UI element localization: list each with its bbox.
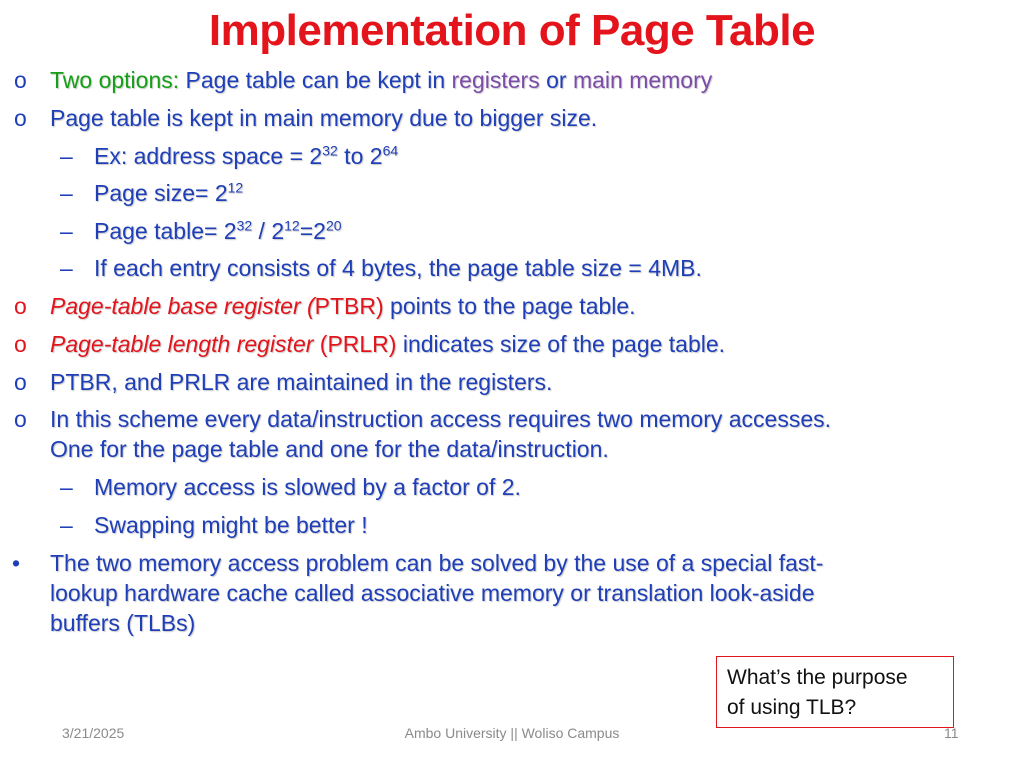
bullet-main-memory: Page table is kept in main memory due to bigger size. [50,105,598,131]
dash-marker: – [60,512,73,538]
ptbr-term: Page-table base register ( [50,293,315,319]
page-table-text: Page table= 2 [94,218,237,244]
prlr-abbr: (PRLR) [319,331,397,357]
page-size-text: Page size= 2 [94,180,228,206]
bullet-marker: o [14,406,27,432]
two-options-text: Page table can be kept in [185,67,446,93]
exp-12: 12 [284,217,300,234]
bullet-marker: o [14,331,27,357]
bullet-ptbr [50,291,636,321]
address-space-text: Ex: address space = 2 [94,143,323,169]
bullet-tlb-l1: The two memory access problem can be solved by the use of a special fast- [50,550,824,576]
registers-term: registers [451,67,540,93]
slide-title: Implementation of Page Table [208,6,816,55]
bullet-tlb-l3: buffers (TLBs) [50,610,196,636]
sub-page-table [94,216,342,246]
or-word: or [546,67,567,93]
footer-date: 3/21/2025 [62,725,125,741]
exp-32: 32 [236,217,253,234]
exp-64: 64 [382,142,399,159]
question-callout [716,656,954,728]
callout-line-2: of using TLB? [727,696,857,719]
exp-12: 12 [227,179,244,196]
bullet-registers: PTBR, and PRLR are maintained in the registers. [50,369,553,395]
dash-marker: – [60,143,73,169]
bullet-marker: o [14,105,27,131]
sub-slowed: Memory access is slowed by a factor of 2. [94,474,521,500]
sub-page-size [94,178,243,208]
footer-page-number: 11 [944,725,959,741]
prlr-rest: indicates size of the page table. [402,331,726,357]
callout-line-1: What’s the purpose [727,666,908,689]
bullet-prlr [50,329,725,359]
two-options-label: Two options: [50,67,180,93]
bullet-two-accesses-l2: One for the page table and one for the data/instruction. [50,436,609,462]
prlr-term: Page-table length register [50,331,314,357]
bullet-tlb-l2: lookup hardware cache called associative memory or translation look-aside [50,580,815,606]
divide-text: / 2 [252,218,285,244]
dash-marker: – [60,218,73,244]
bullet-marker: • [12,550,21,576]
bullet-two-accesses-l1: In this scheme every data/instruction access requires two memory accesses. [50,406,832,432]
main-memory-term: main memory [572,67,713,93]
dash-marker: – [60,180,73,206]
ptbr-abbr: PTBR) [314,293,384,319]
dash-marker: – [60,255,73,281]
to-text: to 2 [337,143,383,169]
bullet-marker: o [14,369,27,395]
exp-20: 20 [325,217,342,234]
sub-entry-size: If each entry consists of 4 bytes, the page table size = 4MB. [94,255,702,281]
equals-text: =2 [299,218,326,244]
dash-marker: – [60,474,73,500]
sub-swapping: Swapping might be better ! [94,512,368,538]
ptbr-rest: points to the page table. [390,293,636,319]
bullet-marker: o [14,67,27,93]
sub-address-space [94,141,398,171]
exp-32: 32 [322,142,338,159]
bullet-marker: o [14,293,27,319]
bullet-two-options [50,65,712,95]
footer-center: Ambo University || Woliso Campus [404,725,620,741]
